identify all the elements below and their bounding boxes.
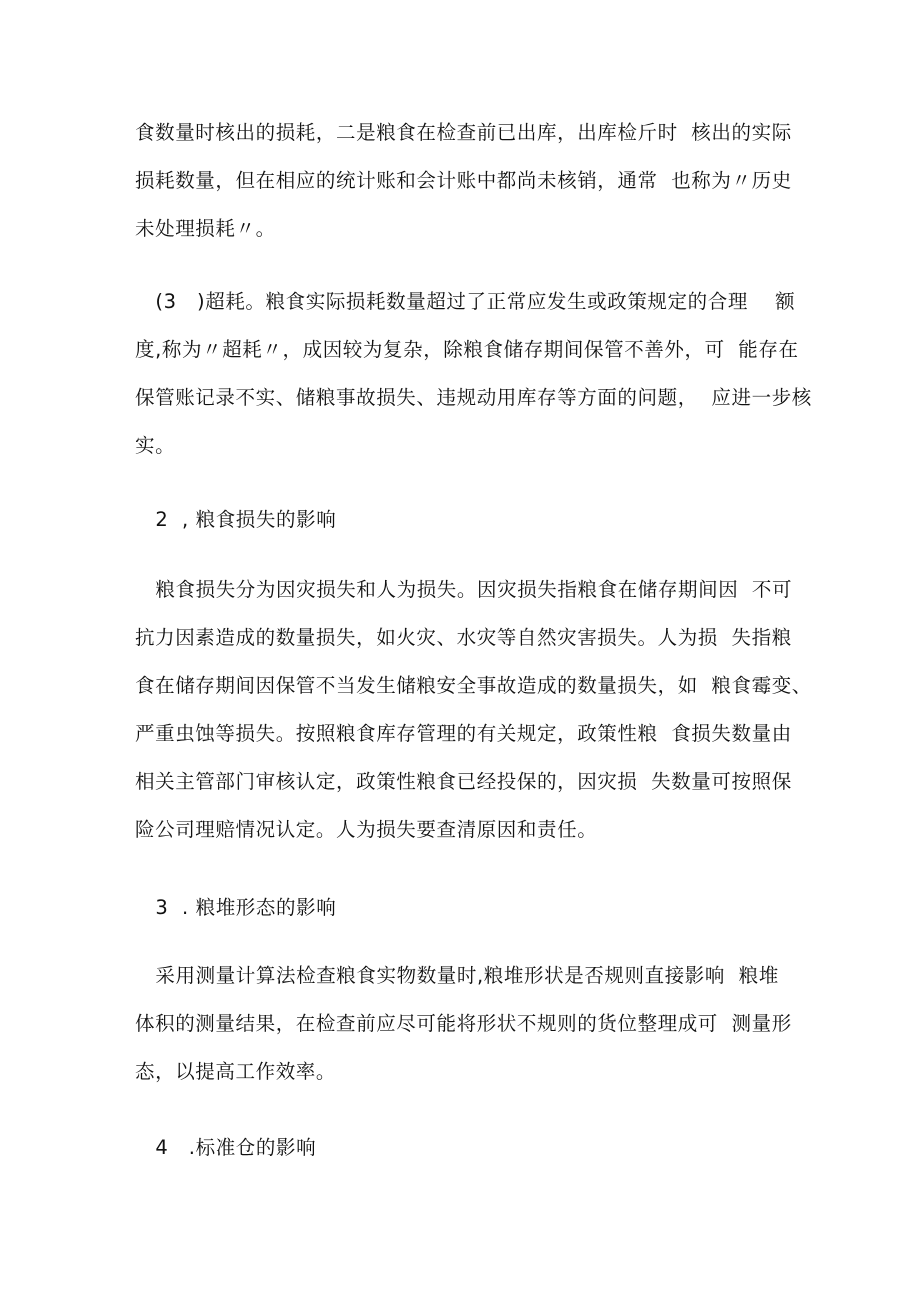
text-line: 粮食损失分为因灾损失和人为损失。因灾损失指粮食在储存期间因 不可 [135, 578, 793, 601]
text-line: 食数量时核出的损耗，二是粮食在检查前已出库，出库检斤时 核出的实际 [135, 121, 792, 144]
section-heading: 2 , 粮食损失的影响 [135, 508, 337, 531]
text-line: 损耗数量，但在相应的统计账和会计账中都尚未核销，通常 也称为〃历史 [135, 169, 792, 192]
text-line: 未处理损耗〃。 [135, 217, 276, 240]
text-line: 度,称为〃超耗〃，成因较为复杂，除粮食储存期间保管不善外，可 能存在 [135, 338, 799, 361]
text-line: 险公司理赔情况认定。人为损失要查清原因和责任。 [135, 818, 598, 841]
section-heading: 4 .标准仓的影响 [135, 1136, 317, 1159]
text-line: 食在储存期间因保管不当发生储粮安全事故造成的数量损失，如 粮食霉变、 [135, 674, 812, 697]
text-line: 实。 [135, 434, 176, 457]
text-line: (3 )超耗。粮食实际损耗数量超过了正常应发生或政策规定的合理 额 [135, 290, 796, 313]
text-line: 采用测量计算法检查粮食实物数量时,粮堆形状是否规则直接影响 粮堆 [135, 964, 779, 987]
text-line: 体积的测量结果，在检查前应尽可能将形状不规则的货位整理成可 测量形 [135, 1012, 792, 1035]
text-line: 保管账记录不实、储粮事故损失、违规动用库存等方面的问题， 应进一步核 [135, 386, 812, 409]
text-line: 严重虫蚀等损失。按照粮食库存管理的有关规定，政策性粮 食损失数量由 [135, 722, 792, 745]
section-heading: 3 . 粮堆形态的影响 [135, 896, 337, 919]
text-line: 相关主管部门审核认定，政策性粮食已经投保的，因灾损 失数量可按照保 [135, 770, 792, 793]
text-line: 态，以提高工作效率。 [135, 1060, 337, 1083]
text-line: 抗力因素造成的数量损失，如火灾、水灾等自然灾害损失。人为损 失指粮 [135, 626, 792, 649]
